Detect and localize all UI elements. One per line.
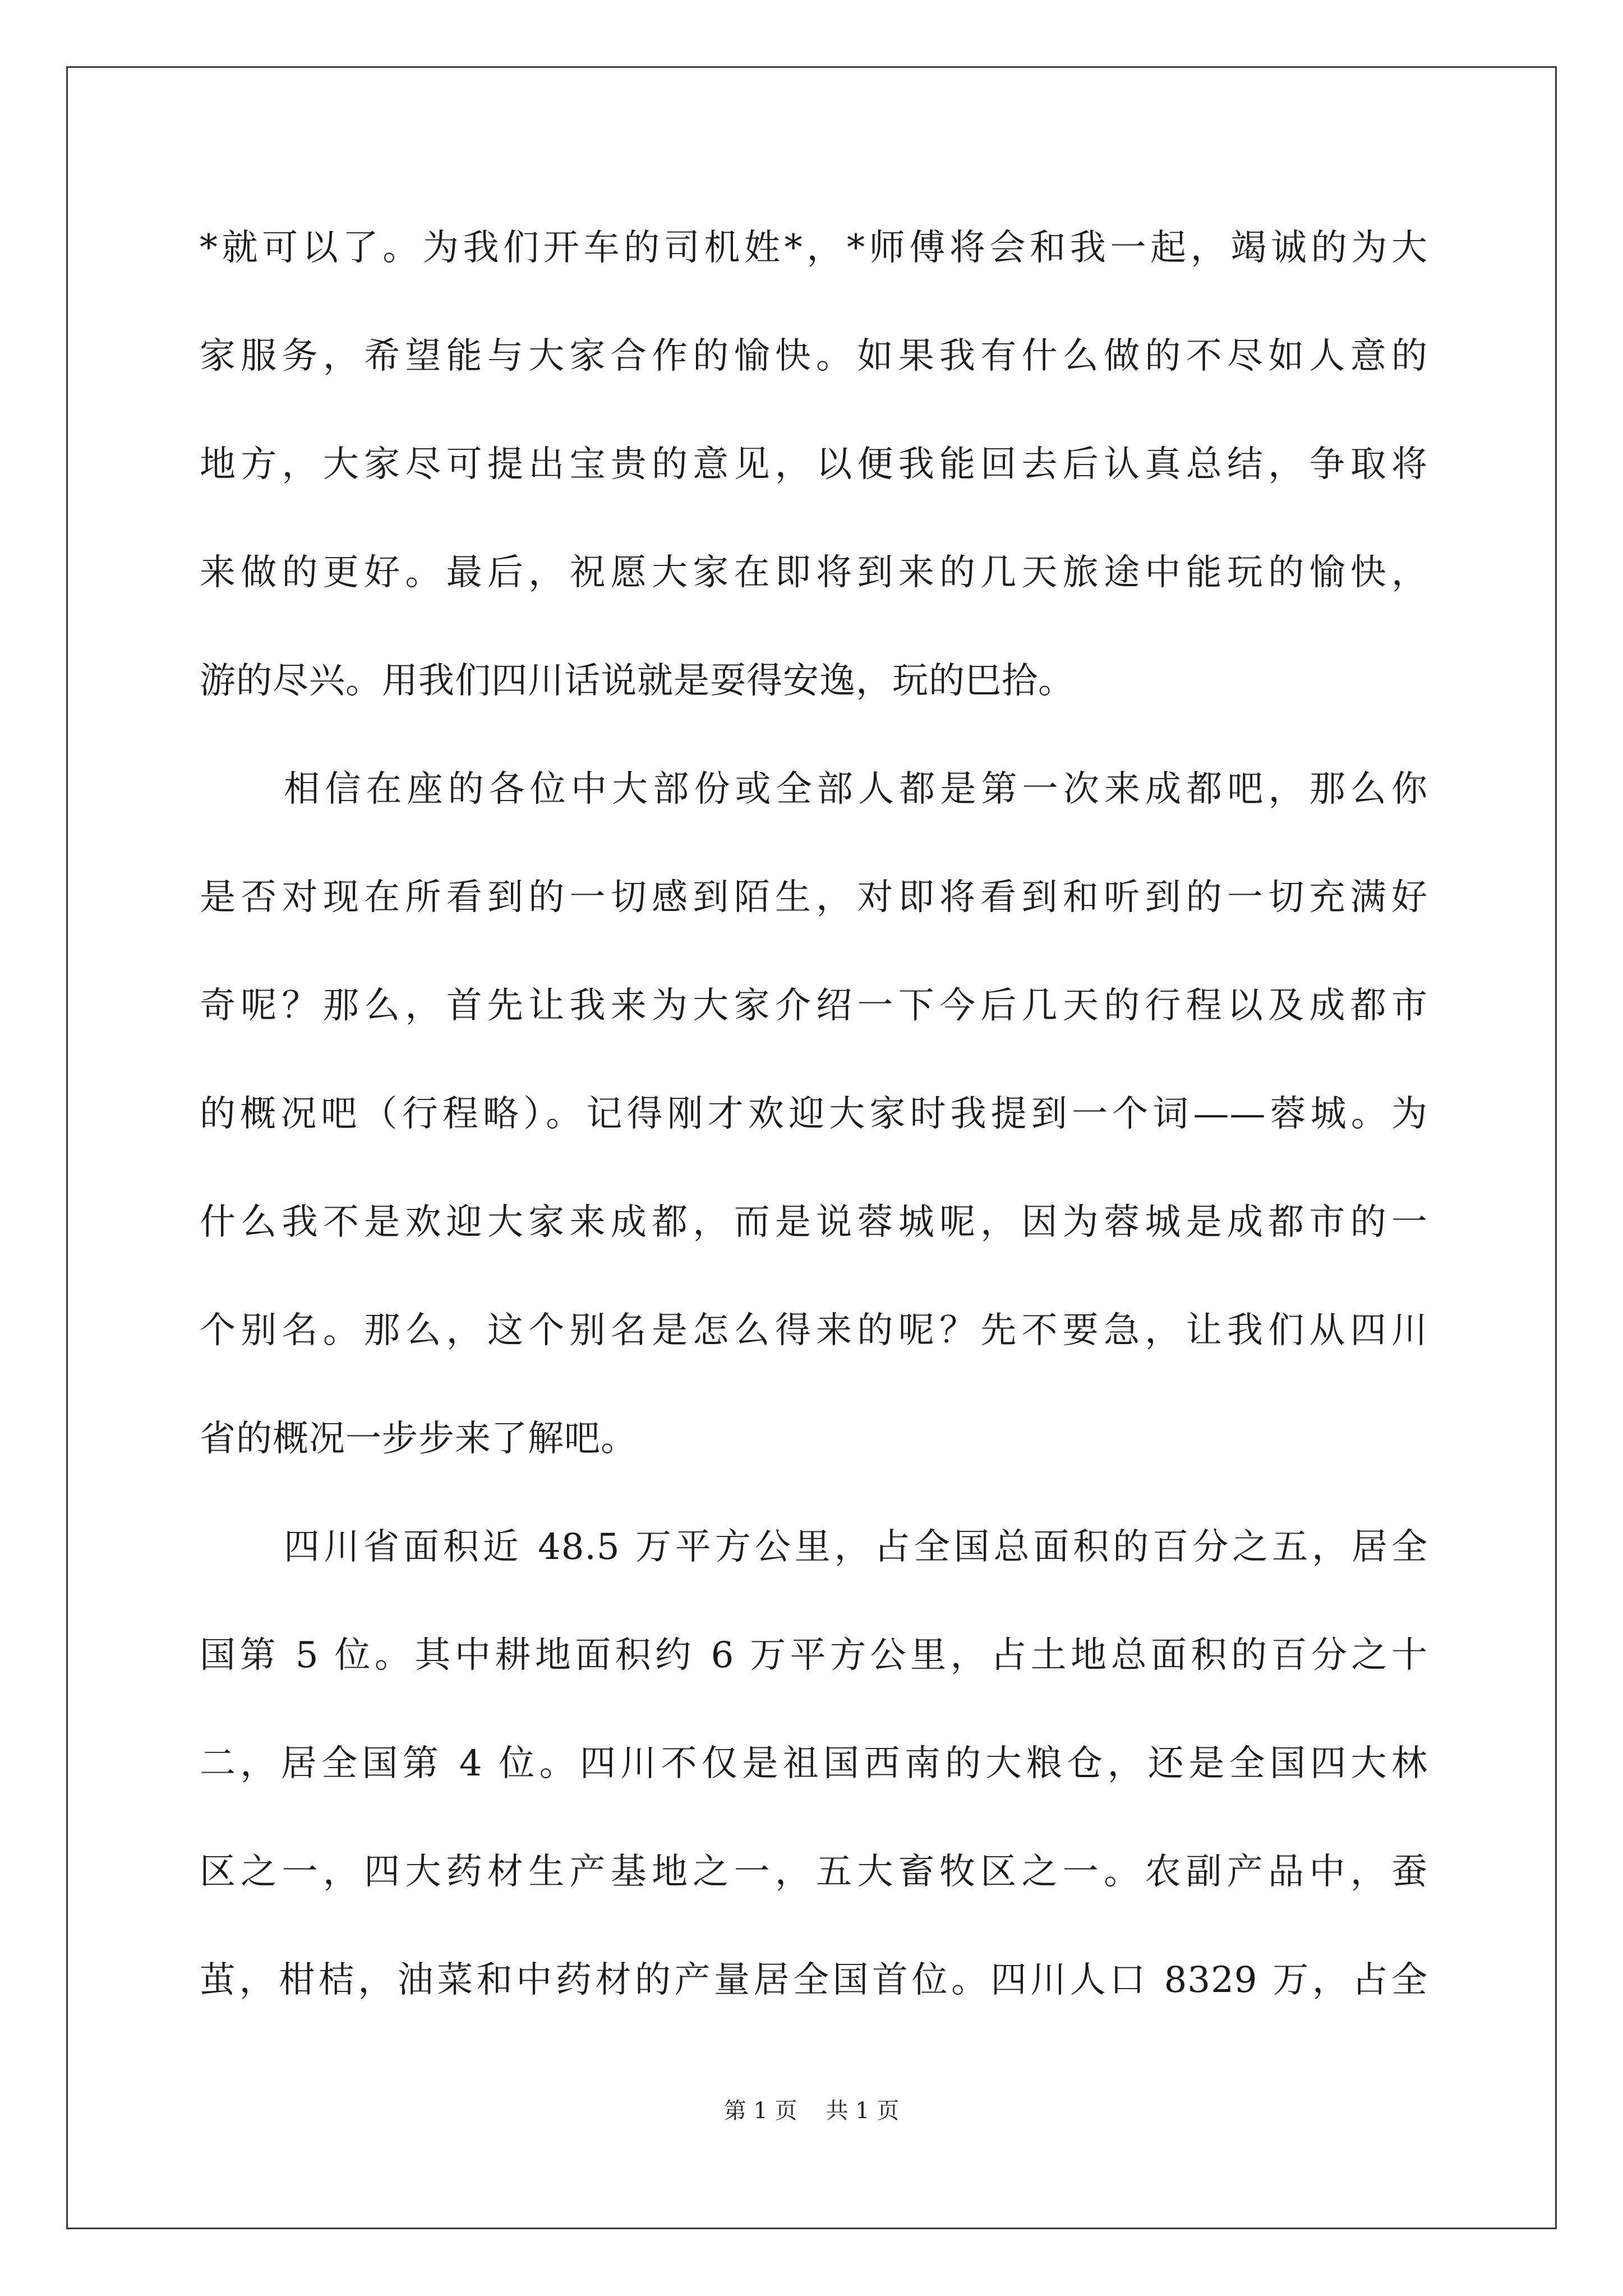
page-footer: 第 1 页 共 1 页 [723,2098,900,2124]
paragraph-3-line-5: 茧，柑桔，油菜和中药材的产量居全国首位。四川人口 8329 万，占全 [200,1959,1428,2001]
paragraph-2-line-5: 什么我不是欢迎大家来成都，而是说蓉城呢，因为蓉城是成都市的一 [200,1202,1428,1243]
paragraph-3-line-2: 国第 5 位。其中耕地面积约 6 万平方公里，占土地总面积的百分之十 [200,1635,1428,1676]
paragraph-3-line-1: 四川省面积近 48.5 万平方公里，占全国总面积的百分之五，居全 [284,1526,1428,1568]
paragraph-2-line-2: 是否对现在所看到的一切感到陌生，对即将看到和听到的一切充满好 [200,877,1428,918]
paragraph-2-line-4: 的概况吧（行程略）。记得刚才欢迎大家时我提到一个词——蓉城。为 [200,1093,1428,1135]
text-line-2: 家服务，希望能与大家合作的愉快。如果我有什么做的不尽如人意的 [200,335,1428,377]
paragraph-2-line-3: 奇呢？那么，首先让我来为大家介绍一下今后几天的行程以及成都市 [200,985,1428,1027]
paragraph-2-line-7: 省的概况一步步来了解吧。 [200,1418,637,1460]
paragraph-3-line-4: 区之一，四大药材生产基地之一，五大畜牧区之一。农副产品中，蚕 [200,1851,1428,1893]
document-body [200,220,1428,2060]
paragraph-2-line-6: 个别名。那么，这个别名是怎么得来的呢？先不要急，让我们从四川 [200,1310,1428,1351]
text-line-1: *就可以了。为我们开车的司机姓*，*师傅将会和我一起，竭诚的为大 [200,227,1428,269]
text-line-5: 游的尽兴。用我们四川话说就是耍得安逸，玩的巴拾。 [200,660,1075,702]
text-line-4: 来做的更好。最后，祝愿大家在即将到来的几天旅途中能玩的愉快， [200,552,1428,593]
paragraph-2-line-1: 相信在座的各位中大部份或全部人都是第一次来成都吧，那么你 [284,769,1428,810]
text-line-3: 地方，大家尽可提出宝贵的意见，以便我能回去后认真总结，争取将 [200,444,1428,485]
paragraph-3-line-3: 二，居全国第 4 位。四川不仅是祖国西南的大粮仓，还是全国四大林 [200,1743,1428,1784]
